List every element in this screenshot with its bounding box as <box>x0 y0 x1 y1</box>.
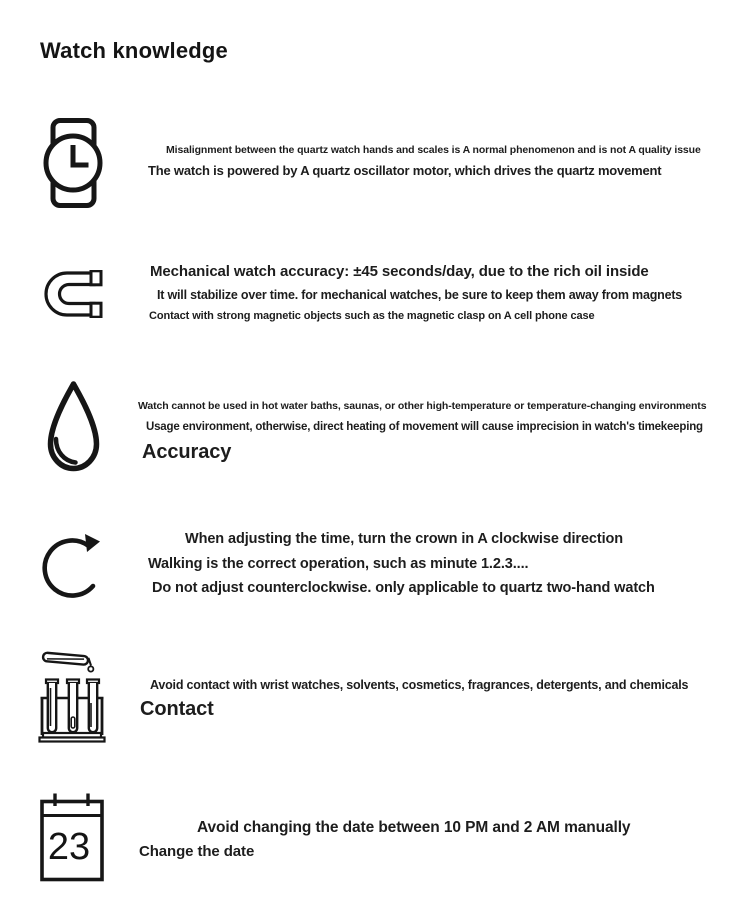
contact-heading: Contact <box>140 698 214 720</box>
no-counterclockwise-note: Do not adjust counterclockwise. only applicable to quartz two-hand watch <box>152 580 655 596</box>
clockwise-rotation-icon <box>42 528 102 606</box>
wristwatch-icon <box>43 118 103 208</box>
clockwise-crown-note: When adjusting the time, turn the crown in A clockwise direction <box>185 531 624 547</box>
quartz-motor-note: The watch is powered by A quartz oscillator motor, which drives the quartz movement <box>148 163 662 178</box>
hot-water-warning-note: Watch cannot be used in hot water baths, saunas, or other high-temperature or temperature-changing environments <box>138 400 707 412</box>
chemical-avoidance-note: Avoid contact with wrist watches, solvents, cosmetics, fragrances, detergents, and chemicals <box>150 678 689 692</box>
test-tubes-icon <box>38 645 106 743</box>
accuracy-heading: Accuracy <box>142 441 232 463</box>
magnetic-clasp-note: Contact with strong magnetic objects such as the magnetic clasp on A cell phone case <box>149 310 595 322</box>
magnet-avoidance-note: It will stabilize over time. for mechanical watches, be sure to keep them away from magnets <box>157 288 683 302</box>
water-drop-icon <box>44 380 103 474</box>
change-date-heading: Change the date <box>139 843 255 860</box>
mechanical-accuracy-note: Mechanical watch accuracy: ±45 seconds/day, due to the rich oil inside <box>150 263 649 280</box>
page-title: Watch knowledge <box>40 38 228 63</box>
date-change-warning-note: Avoid changing the date between 10 PM and 2 AM manually <box>197 819 631 836</box>
correct-operation-note: Walking is the correct operation, such as minute 1.2.3.... <box>148 556 529 572</box>
calendar-day-number: 23 <box>47 826 91 868</box>
calendar-icon <box>40 793 104 882</box>
quartz-misalignment-note: Misalignment between the quartz watch hands and scales is A normal phenomenon and is not A quality issue <box>166 144 701 156</box>
usage-environment-note: Usage environment, otherwise, direct heating of movement will cause imprecision in watch's timekeeping <box>146 421 703 433</box>
magnet-icon <box>43 270 103 318</box>
